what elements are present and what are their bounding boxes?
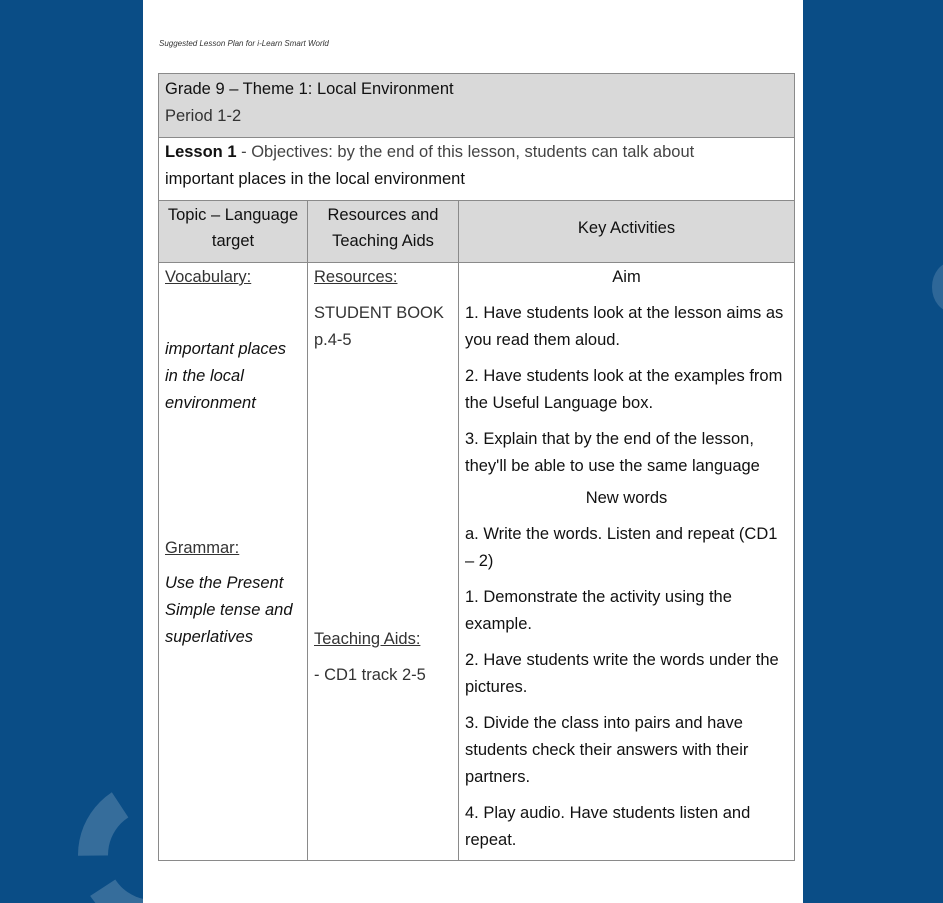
task-item: 2. Have students write the words under the pictures. — [465, 651, 779, 696]
grammar-label: Grammar: — [165, 539, 240, 557]
document-title: Grade 9 – Theme 1: Local Environment — [165, 80, 454, 98]
header-note: Suggested Lesson Plan for i-Learn Smart World — [159, 39, 329, 48]
resources-cell — [308, 263, 459, 861]
task-item: 4. Play audio. Have students listen and repeat. — [465, 804, 751, 849]
header-activities: Key Activities — [459, 201, 795, 263]
vocabulary-label: Vocabulary: — [165, 268, 252, 286]
column-header-row — [159, 201, 795, 263]
student-book-ref: STUDENT BOOK p.4-5 — [314, 304, 444, 349]
title-cell — [159, 74, 795, 138]
lesson-objective-1: - Objectives: by the end of this lesson, students can talk about — [236, 143, 695, 161]
topic-cell — [159, 263, 308, 861]
task-item: 3. Divide the class into pairs and have students check their answers with their partners. — [465, 714, 749, 786]
aim-item: 2. Have students look at the examples from the Useful Language box. — [465, 367, 783, 412]
resources-label: Resources: — [314, 268, 398, 286]
title-row — [159, 74, 795, 138]
activities-cell — [459, 263, 795, 861]
grammar-text: Use the Present Simple tense and superlatives — [165, 574, 293, 646]
teaching-aids-label: Teaching Aids: — [314, 630, 421, 648]
task-a: a. Write the words. Listen and repeat (CD1 – 2) — [465, 525, 778, 570]
aim-item: 3. Explain that by the end of the lesson, they'll be able to use the same language — [465, 430, 760, 475]
background-decoration-shape — [932, 262, 943, 312]
period-label: Period 1-2 — [165, 107, 242, 125]
lesson-row — [159, 138, 795, 201]
header-resources: Resources and Teaching Aids — [308, 201, 459, 263]
aim-item: 1. Have students look at the lesson aims as you read them aloud. — [465, 304, 784, 349]
document-page — [143, 0, 803, 903]
new-words-heading: New words — [585, 489, 668, 507]
content-row — [159, 263, 795, 861]
lesson-cell — [159, 138, 795, 201]
header-topic: Topic – Language target — [159, 201, 308, 263]
task-item: 1. Demonstrate the activity using the example. — [465, 588, 732, 633]
teaching-aids-text: - CD1 track 2-5 — [314, 666, 426, 684]
vocabulary-text: important places in the local environment — [165, 340, 287, 412]
lesson-objective-2: important places in the local environment — [165, 170, 465, 188]
lesson-plan-table — [158, 73, 795, 861]
aim-heading: Aim — [612, 268, 641, 286]
lesson-label: Lesson 1 — [165, 143, 237, 161]
